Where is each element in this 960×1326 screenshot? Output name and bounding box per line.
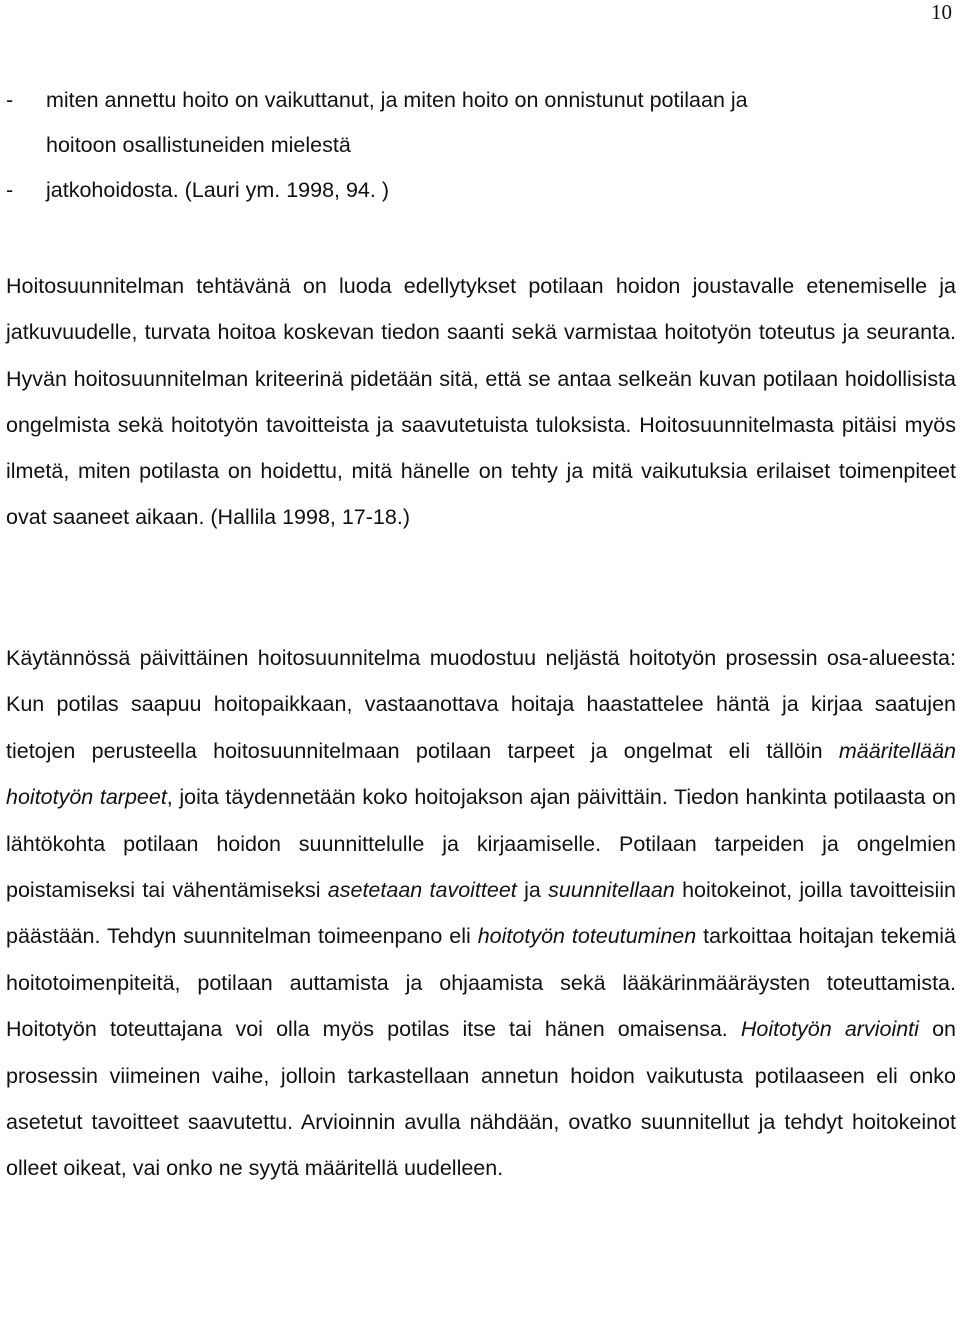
list-item-continuation — [6, 123, 956, 168]
italic-term: suunnitellaan — [548, 878, 675, 903]
paragraph-1: Hoitosuunnitelman tehtävänä on luoda edellytykset potilaan hoidon joustavalle etenemiselle ja jatkuvuudelle, turvata hoitoa koskevan tiedon saanti sekä varmistaa hoitotyön toteutus ja seuranta. Hyvän hoitosuunnitelman kriteerinä pidetään sitä, että se antaa selkeän kuvan potilaan hoidollisista ongelmista sekä hoitotyön tavoitteista ja saavutetuista tuloksista. Hoitosuunnitelmasta pitäisi myös ilmetä, miten potilasta on hoidettu, mitä hänelle on tehty ja mitä vaikutuksia erilaiset toimenpiteet ovat saaneet aikaan. (Hallila 1998, 17-18.) — [6, 274, 956, 530]
italic-term: asetetaan tavoitteet — [327, 878, 517, 903]
list-item — [6, 78, 956, 123]
paragraph-text: ja — [516, 878, 549, 903]
paragraph-2 — [6, 635, 956, 1192]
list-item — [6, 168, 956, 213]
paragraph-text: tarkoittaa hoitajan tekemiä hoitotoimenpiteitä, potilaan auttamista ja ohjaamista sekä lääkärinmääräysten toteuttamista. Hoitotyön toteuttajana voi olla myös potilas itse tai hänen omaisensa. — [6, 924, 957, 1042]
paragraph-text: on prosessin viimeinen vaihe, jolloin tarkastellaan annetun hoidon vaikutusta potilaaseen eli onko asetetut tavoitteet saavutettu. Arvioinnin avulla nähdään, ovatko suunnitellut ja tehdyt hoitokeinot olleet oikeat, vai onko ne syytä määritellä uudelleen. — [6, 1017, 956, 1181]
paragraph-text: , joita täydennetään koko hoitojakson ajan päivittäin. Tiedon hankinta potilaasta on lähtökohta potilaan hoidon suunnittelulle ja kirjaamiselle. Potilaan tarpeiden ja ongelmien poistamiseksi tai vähentämiseksi — [6, 785, 956, 903]
paragraph-text: hoitokeinot, joilla tavoitteisiin päästään. Tehdyn suunnitelman toimeenpano eli — [6, 878, 957, 949]
list-dash: - — [6, 88, 14, 112]
list-dash: - — [6, 178, 14, 202]
page-number: 10 — [931, 0, 952, 24]
list-item-text: miten annettu hoito on vaikuttanut, ja miten hoito on onnistunut potilaan ja — [46, 88, 748, 112]
paragraph-text: Käytännössä päivittäinen hoitosuunnitelma muodostuu neljästä hoitotyön prosessin osa-alueesta: Kun potilas saapuu hoitopaikkaan, vastaanottava hoitaja haastattelee häntä ja kirjaa saatujen tietojen perusteella hoitosuunnitelmaan potilaan tarpeet ja ongelmat eli tällöin — [6, 646, 956, 763]
italic-term: hoitotyön toteutuminen — [477, 924, 697, 949]
italic-term: Hoitotyön arviointi — [740, 1017, 919, 1042]
list-item-text: hoitoon osallistuneiden mielestä — [46, 133, 351, 157]
italic-term: määritellään hoitotyön tarpeet — [6, 738, 956, 810]
list-item-text: jatkohoidosta. (Lauri ym. 1998, 94. ) — [46, 178, 389, 202]
bullet-list — [6, 78, 956, 213]
